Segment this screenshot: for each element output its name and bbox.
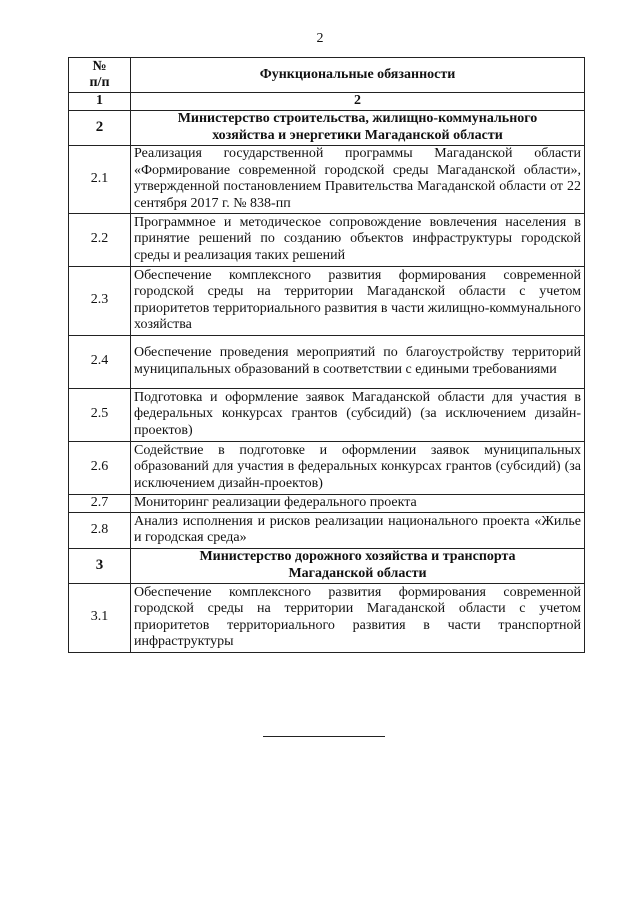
table-row bbox=[69, 266, 585, 335]
row-text: Обеспечение комплексного развития формирования современной городской среды на территории Магаданской области с учетом приоритетов территориального развития в части транспортной инфраструктуры bbox=[131, 583, 585, 652]
section-number: 3 bbox=[69, 548, 131, 583]
section-number: 2 bbox=[69, 110, 131, 145]
header-duties-cell: Функциональные обязанности bbox=[131, 58, 585, 93]
row-number: 2.6 bbox=[69, 441, 131, 494]
table-header-row bbox=[69, 58, 585, 93]
section-title-line: хозяйства и энергетики Магаданской области bbox=[212, 127, 503, 143]
table-row bbox=[69, 213, 585, 266]
row-text: Анализ исполнения и рисков реализации национального проекта «Жилье и городская среда» bbox=[131, 512, 585, 548]
table-row bbox=[69, 512, 585, 548]
table-row bbox=[69, 335, 585, 388]
row-number: 2.3 bbox=[69, 266, 131, 335]
column-index-2: 2 bbox=[131, 93, 585, 111]
row-number: 3.1 bbox=[69, 583, 131, 652]
page-number: 2 bbox=[316, 31, 324, 46]
section-title bbox=[131, 548, 585, 583]
row-number: 2.8 bbox=[69, 512, 131, 548]
table-row bbox=[69, 494, 585, 512]
column-index-row bbox=[69, 93, 585, 111]
table-row bbox=[69, 441, 585, 494]
section-title-line: Министерство дорожного хозяйства и транспорта bbox=[199, 549, 516, 564]
header-number-cell bbox=[69, 58, 131, 93]
row-text: Реализация государственной программы Магаданской области «Формирование современной городской среды Магаданской области», утвержденной постановлением Правительства Магаданской области от 22 сентября 2017 г. № 838-пп bbox=[131, 145, 585, 213]
section-title bbox=[131, 110, 585, 145]
column-index-1: 1 bbox=[69, 93, 131, 111]
row-text: Мониторинг реализации федерального проекта bbox=[131, 494, 585, 512]
footer-divider bbox=[263, 736, 385, 737]
table-row bbox=[69, 145, 585, 213]
duties-table bbox=[68, 57, 585, 653]
section-row bbox=[69, 110, 585, 145]
header-number-symbol: № bbox=[92, 59, 107, 74]
section-title-line: Магаданской области bbox=[288, 565, 427, 581]
table-row bbox=[69, 388, 585, 441]
section-row bbox=[69, 548, 585, 583]
row-number: 2.5 bbox=[69, 388, 131, 441]
row-text: Программное и методическое сопровождение вовлечения населения в принятие решений по созданию объектов инфраструктуры городской среды и реализация таких решений bbox=[131, 213, 585, 266]
row-text: Обеспечение проведения мероприятий по благоустройству территорий муниципальных образований в соответствии с едиными требованиями bbox=[131, 335, 585, 388]
table-row bbox=[69, 583, 585, 652]
row-text: Подготовка и оформление заявок Магаданской области для участия в федеральных конкурсах грантов (субсидий) (за исключением дизайн-проектов) bbox=[131, 388, 585, 441]
row-text: Обеспечение комплексного развития формирования современной городской среды на территории Магаданской области с учетом приоритетов территориального развития в части жилищно-коммунального хозяйства bbox=[131, 266, 585, 335]
header-number-abbr: п/п bbox=[89, 75, 110, 90]
row-number: 2.1 bbox=[69, 145, 131, 213]
row-number: 2.4 bbox=[69, 335, 131, 388]
row-number: 2.7 bbox=[69, 494, 131, 512]
row-number: 2.2 bbox=[69, 213, 131, 266]
section-title-line: Министерство строительства, жилищно-коммунального bbox=[177, 111, 538, 126]
row-text: Содействие в подготовке и оформлении заявок муниципальных образований для участия в федеральных конкурсах грантов (субсидий) (за исключением дизайн-проектов) bbox=[131, 441, 585, 494]
